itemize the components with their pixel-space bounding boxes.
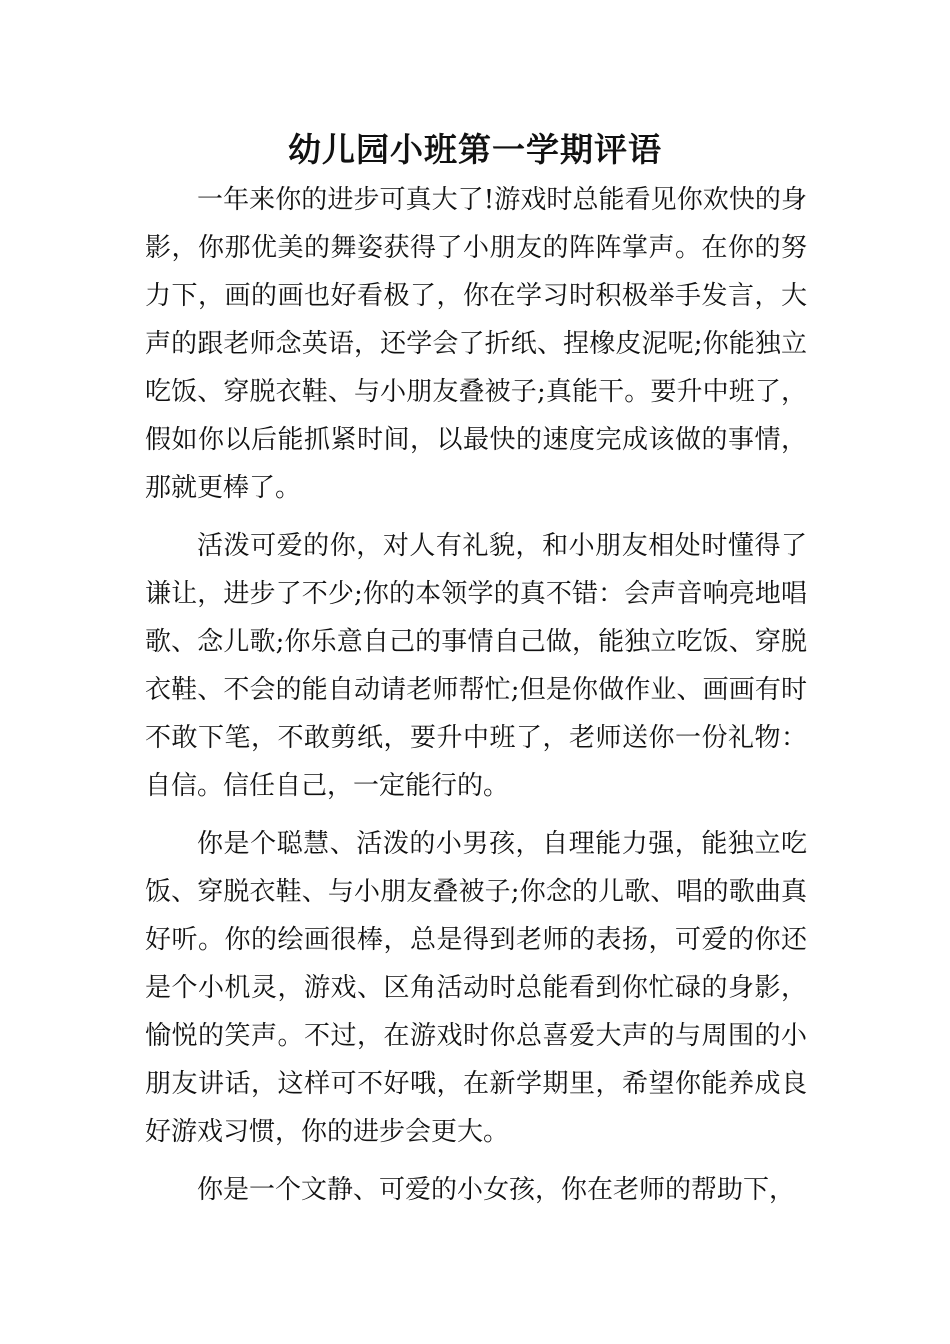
paragraph-3: 你是个聪慧、活泼的小男孩，自理能力强，能独立吃饭、穿脱衣鞋、与小朋友叠被子;你念的儿歌、唱的歌曲真好听。你的绘画很棒，总是得到老师的表扬，可爱的你还是个小机灵，游戏、区角活动时总能看到你忙碌的身影，愉悦的笑声。不过，在游戏时你总喜爱大声的与周围的小朋友讲话，这样可不好哦，在新学期里，希望你能养成良好游戏习惯，你的进步会更大。: [145, 829, 807, 1147]
document-title: 幼儿园小班第一学期评语: [288, 130, 662, 169]
paragraph-4: 你是一个文静、可爱的小女孩，你在老师的帮助下，: [197, 1175, 796, 1205]
paragraph-2: 活泼可爱的你，对人有礼貌，和小朋友相处时懂得了谦让，进步了不少;你的本领学的真不错：会声音响亮地唱歌、念儿歌;你乐意自己的事情自己做，能独立吃饭、穿脱衣鞋、不会的能自动请老师帮忙;但是你做作业、画画有时不敢下笔，不敢剪纸，要升中班了，老师送你一份礼物：自信。信任自己，一定能行的。: [145, 531, 807, 801]
paragraph-1: 一年来你的进步可真大了!游戏时总能看见你欢快的身影，你那优美的舞姿获得了小朋友的阵阵掌声。在你的努力下，画的画也好看极了，你在学习时积极举手发言，大声的跟老师念英语，还学会了折纸、捏橡皮泥呢;你能独立吃饭、穿脱衣鞋、与小朋友叠被子;真能干。要升中班了，假如你以后能抓紧时间，以最快的速度完成该做的事情，那就更棒了。: [145, 185, 807, 503]
document-body: [145, 176, 807, 1224]
